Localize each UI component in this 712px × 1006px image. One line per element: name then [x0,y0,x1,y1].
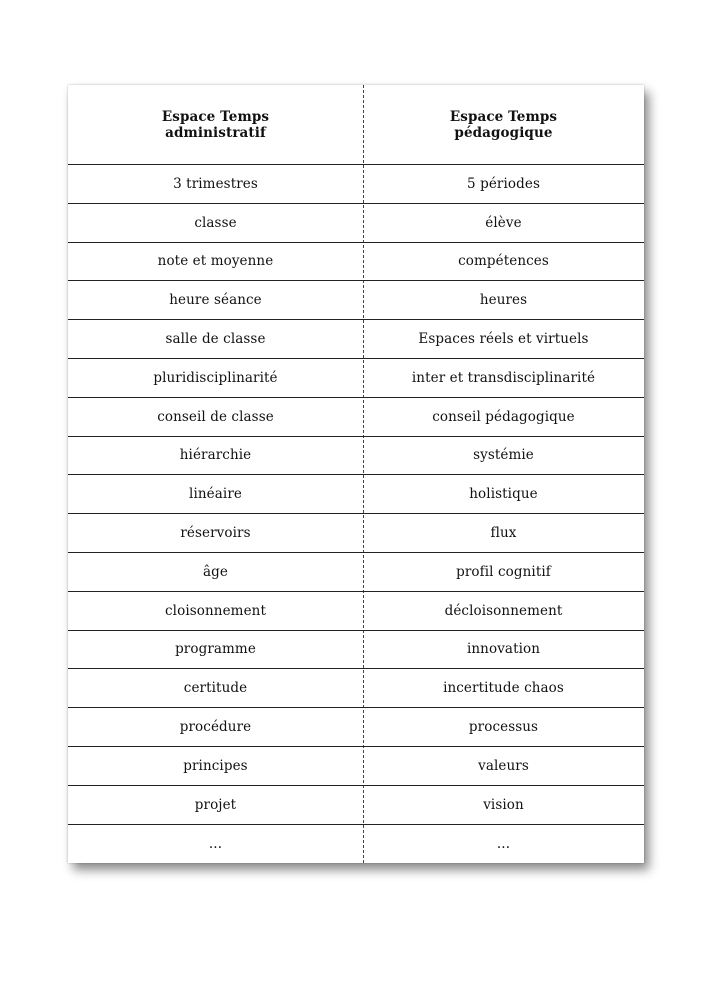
table-row [68,320,644,359]
cell-administratif: 3 trimestres [173,175,258,192]
table-header-row [68,85,644,165]
cell-pedagogique: 5 périodes [467,175,540,192]
cell-pedagogique: inter et transdisciplinarité [411,369,596,386]
cell-administratif: heure séance [169,292,262,309]
cell-pedagogique: élève [485,214,522,231]
cell-pedagogique: conseil pédagogique [432,408,575,425]
table-row [68,514,644,553]
cell-administratif: salle de classe [165,331,266,348]
cell-pedagogique: flux [490,525,517,542]
cell-pedagogique: systémie [473,447,534,464]
cell-pedagogique: Espaces réels et virtuels [418,331,589,348]
cell-administratif: linéaire [189,486,242,503]
cell-administratif: âge [203,563,228,580]
cell-administratif: programme [175,641,256,658]
table-row [68,669,644,708]
cell-pedagogique: ... [496,835,511,852]
cell-administratif: procédure [179,719,252,736]
cell-administratif: projet [194,796,237,813]
table-row [68,786,644,825]
cell-pedagogique: processus [468,719,539,736]
table-row [68,359,644,398]
header-right-line2: pédagogique [454,124,553,141]
table-row [68,708,644,747]
cell-administratif: réservoirs [180,525,251,542]
header-administratif [68,85,363,164]
table-row [68,165,644,204]
cell-administratif: principes [183,757,248,774]
cell-pedagogique: heures [479,292,528,309]
table-row [68,243,644,282]
table-row [68,281,644,320]
cell-administratif: cloisonnement [165,602,266,619]
cell-pedagogique: vision [483,796,524,813]
cell-pedagogique: incertitude chaos [443,680,564,697]
header-left-line2: administratif [165,124,266,141]
cell-pedagogique: valeurs [478,757,529,774]
cell-administratif: ... [208,835,223,852]
table-row [68,631,644,670]
cell-pedagogique: holistique [469,486,538,503]
cell-pedagogique: innovation [466,641,541,658]
table-row [68,747,644,786]
header-right-line1: Espace Temps [449,108,558,125]
table-row [68,437,644,476]
cell-administratif: certitude [183,680,248,697]
header-left-line1: Espace Temps [161,108,270,125]
cell-administratif: note et moyenne [157,253,274,270]
table-row [68,825,644,863]
cell-administratif: conseil de classe [157,408,274,425]
table-row [68,398,644,437]
table-row [68,204,644,243]
cell-administratif: pluridisciplinarité [153,369,278,386]
comparison-sheet [68,85,644,863]
cell-pedagogique: compétences [458,253,549,270]
table-row [68,553,644,592]
cell-administratif: hiérarchie [179,447,252,464]
cell-pedagogique: décloisonnement [444,602,563,619]
cell-pedagogique: profil cognitif [456,563,551,580]
cell-administratif: classe [194,214,237,231]
table-row [68,592,644,631]
header-pedagogique [363,85,644,164]
table-row [68,475,644,514]
